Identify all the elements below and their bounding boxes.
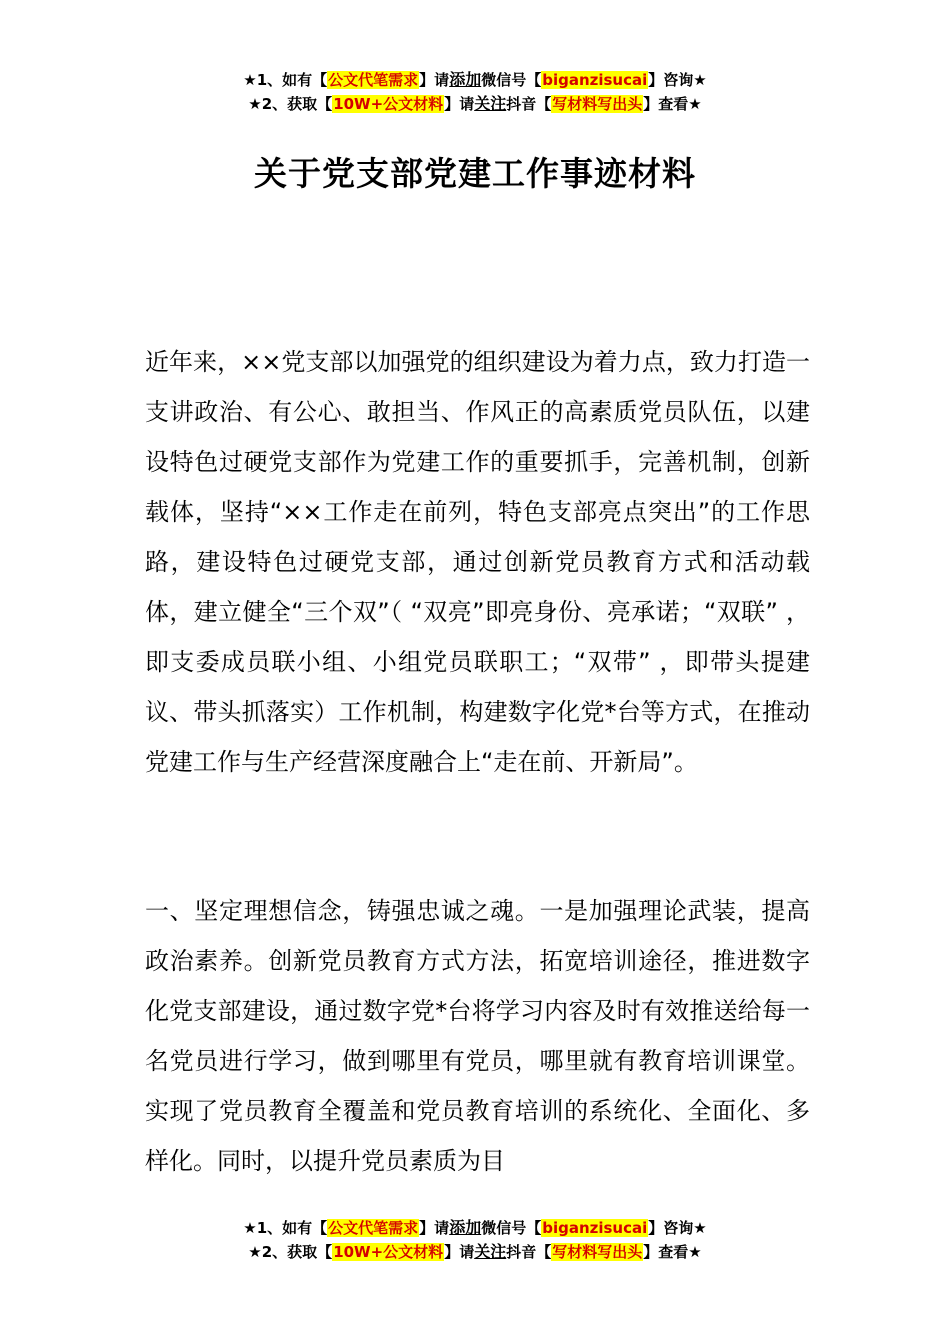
banner-highlight: biganzisucai bbox=[542, 71, 648, 89]
banner-text: 】咨询★ bbox=[648, 71, 707, 89]
banner-text: 】请 bbox=[444, 95, 475, 113]
banner-text: ★1、如有【 bbox=[243, 71, 328, 89]
document-title: 关于党支部党建工作事迹材料 bbox=[254, 154, 696, 193]
banner-highlight: 10W+公文材料 bbox=[333, 1243, 444, 1261]
banner-text: 抖音【 bbox=[506, 95, 552, 113]
banner-line-1 bbox=[0, 68, 950, 92]
header-banner bbox=[0, 68, 950, 116]
banner-highlight: 公文代笔需求 bbox=[328, 71, 419, 89]
banner-text: 】请 bbox=[444, 1243, 475, 1261]
banner-text: ★1、如有【 bbox=[243, 1219, 328, 1237]
banner-highlight: 写材料写出头 bbox=[552, 1243, 643, 1261]
banner-line-2 bbox=[0, 1240, 950, 1264]
banner-emphasis: 添加 bbox=[449, 1218, 482, 1237]
banner-highlight: 公文代笔需求 bbox=[328, 1219, 419, 1237]
banner-text: ★2、获取【 bbox=[248, 1243, 333, 1261]
banner-line-1 bbox=[0, 1216, 950, 1240]
banner-text: ★2、获取【 bbox=[248, 95, 333, 113]
banner-text: 】请 bbox=[419, 71, 450, 89]
footer-banner bbox=[0, 1216, 950, 1264]
paragraph: 一、坚定理想信念，铸强忠诚之魂。一是加强理论武装，提高政治素养。创新党员教育方式方法，拓宽培训途径，推进数字化党支部建设，通过数字党*台将学习内容及时有效推送给每一名党员进行学习，做到哪里有党员，哪里就有教育培训课堂。实现了党员教育全覆盖和党员教育培训的系统化、全面化、多样化。同时，以提升党员素质为目 bbox=[145, 897, 810, 1175]
paragraph: 近年来，××党支部以加强党的组织建设为着力点，致力打造一支讲政治、有公心、敢担当、作风正的高素质党员队伍，以建设特色过硬党支部作为党建工作的重要抓手，完善机制，创新载体，坚持“××工作走在前列，特色支部亮点突出”的工作思路，建设特色过硬党支部，通过创新党员教育方式和活动载体，建立健全“三个双”（ “双亮”即亮身份、亮承诺；“双联” ，即支委成员联小组、小组党员联职工；“双带” ，即带头提建议、带头抓落实）工作机制，构建数字化党*台等方式，在推动党建工作与生产经营深度融合上“走在前、开新局”。 bbox=[145, 348, 810, 776]
banner-text: 】请 bbox=[419, 1219, 450, 1237]
banner-text: 】查看★ bbox=[643, 95, 702, 113]
banner-emphasis: 添加 bbox=[449, 70, 482, 89]
banner-highlight: 10W+公文材料 bbox=[333, 95, 444, 113]
banner-text: 】查看★ bbox=[643, 1243, 702, 1261]
banner-line-2 bbox=[0, 92, 950, 116]
banner-highlight: 写材料写出头 bbox=[552, 95, 643, 113]
banner-emphasis: 关注 bbox=[474, 1242, 507, 1261]
banner-text: 微信号【 bbox=[481, 71, 542, 89]
banner-highlight: biganzisucai bbox=[542, 1219, 648, 1237]
banner-emphasis: 关注 bbox=[474, 94, 507, 113]
banner-text: 微信号【 bbox=[481, 1219, 542, 1237]
banner-text: 抖音【 bbox=[506, 1243, 552, 1261]
banner-text: 】咨询★ bbox=[648, 1219, 707, 1237]
